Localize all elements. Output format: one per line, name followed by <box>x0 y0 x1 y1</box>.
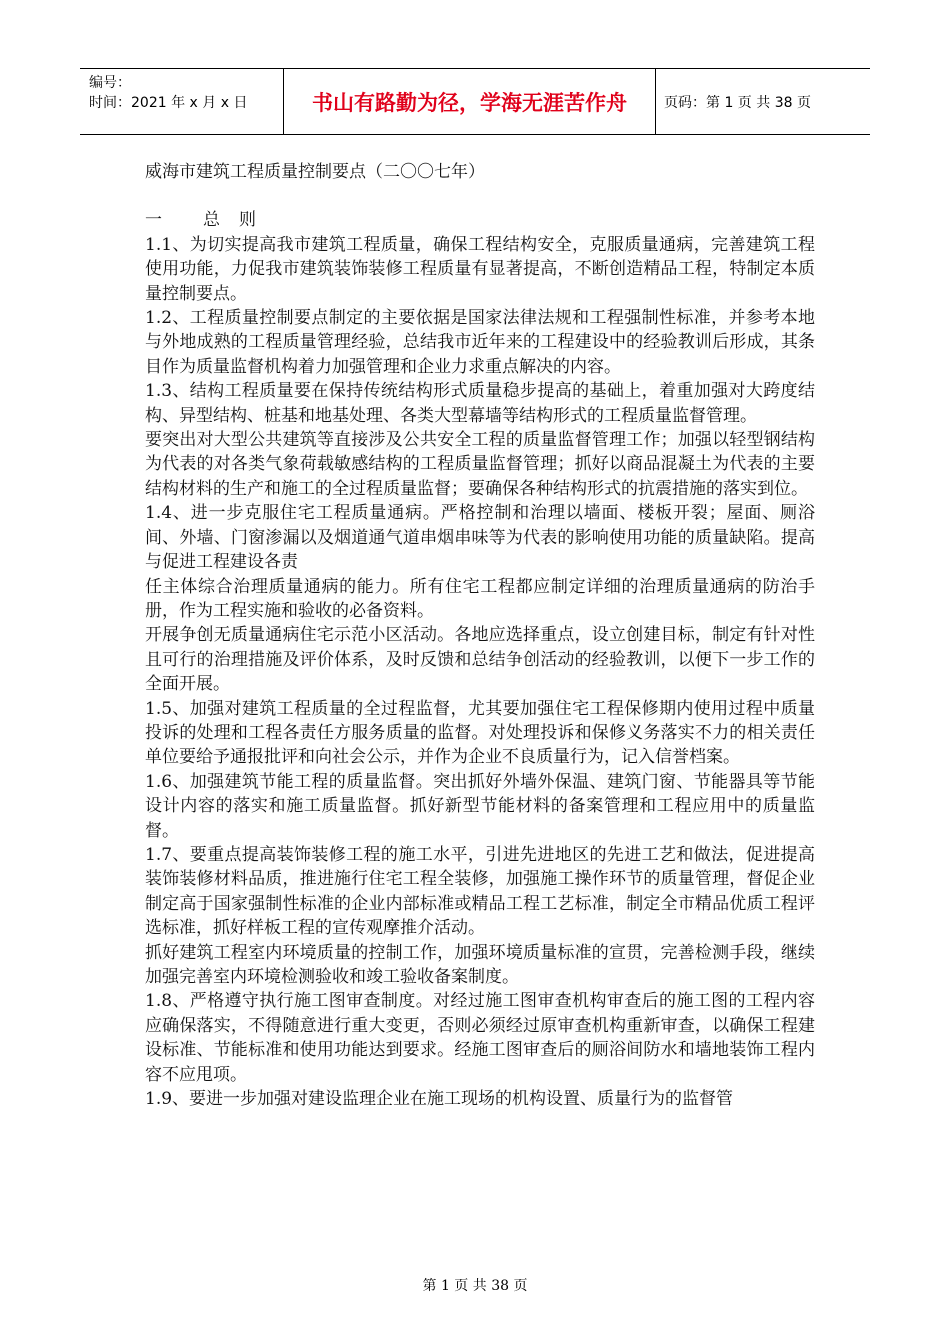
paragraph: 1.5、加强对建筑工程质量的全过程监督，尤其要加强住宅工程保修期内使用过程中质量投诉的处理和工程各责任方服务质量的监督。对处理投诉和保修义务落实不力的相关责任单位要给予通报批评和向社会公示，并作为企业不良质量行为，记入信誉档案。 <box>145 698 815 768</box>
paragraph: 1.9、要进一步加强对建设监理企业在施工现场的机构设置、质量行为的监督管 <box>145 1089 734 1110</box>
paragraph: 任主体综合治理质量通病的能力。所有住宅工程都应制定详细的治理质量通病的防治手册，作为工程实施和验收的必备资料。 <box>145 576 815 621</box>
doc-time-label: 时间：2021 年 x 月 x 日 <box>89 95 248 111</box>
motto-text: 书山有路勤为径，学海无涯苦作舟 <box>312 90 627 115</box>
paragraph: 抓好建筑工程室内环境质量的控制工作，加强环境质量标准的宣贯，完善检测手段，继续加强完善室内环境检测验收和竣工验收备案制度。 <box>145 942 815 987</box>
page-info: 页码：第 1 页 共 38 页 <box>664 94 811 111</box>
header-table <box>80 68 870 135</box>
doc-number-label: 编号： <box>89 75 131 91</box>
paragraph: 1.2、工程质量控制要点制定的主要依据是国家法律法规和工程强制性标准，并参考本地与外地成熟的工程质量管理经验，总结我市近年来的工程建设中的经验教训后形成，其条目作为质量监督机构着力加强管理和企业力求重点解决的内容。 <box>145 308 815 377</box>
paragraph: 1.4、进一步克服住宅工程质量通病。严格控制和治理以墙面、楼板开裂；屋面、厕浴间、外墙、门窗渗漏以及烟道通气道串烟串味等为代表的影响使用功能的质量缺陷。提高与促进工程建设各责 <box>145 503 815 573</box>
paragraph: 开展争创无质量通病住宅示范小区活动。各地应选择重点，设立创建目标，制定有针对性且可行的治理措施及评价体系，及时反馈和总结争创活动的经验教训，以便下一步工作的全面开展。 <box>145 625 815 695</box>
paragraph: 1.6、加强建筑节能工程的质量监督。突出抓好外墙外保温、建筑门窗、节能器具等节能设计内容的落实和施工质量监督。抓好新型节能材料的备案管理和工程应用中的质量监督。 <box>145 771 815 841</box>
section-number: 一 <box>145 210 163 231</box>
paragraph: 1.7、要重点提高装饰装修工程的施工水平，引进先进地区的先进工艺和做法，促进提高装饰装修材料品质，推进施行住宅工程全装修，加强施工操作环节的质量管理，督促企业制定高于国家强制性标准的企业内部标准或精品工程工艺标准，制定全市精品优质工程评选标准，抓好样板工程的宣传观摩推介活动。 <box>145 844 815 939</box>
section-title: 总 则 <box>203 210 257 231</box>
paragraph: 1.1、为切实提高我市建筑工程质量，确保工程结构安全，克服质量通病，完善建筑工程使用功能，力促我市建筑装饰装修工程质量有显著提高，不断创造精品工程，特制定本质量控制要点。 <box>145 234 815 304</box>
header-motto-cell <box>283 69 656 134</box>
document-body <box>145 160 815 1111</box>
page-footer: 第 1 页 共 38 页 <box>422 1278 528 1294</box>
paragraph: 1.8、严格遵守执行施工图审查制度。对经过施工图审查机构审查后的施工图的工程内容应确保落实，不得随意进行重大变更，否则必须经过原审查机构重新审查，以确保工程建设标准、节能标准和使用功能达到要求。经施工图审查后的厕浴间防水和墙地装饰工程内容不应甩项。 <box>145 991 815 1085</box>
paragraph: 要突出对大型公共建筑等直接涉及公共安全工程的质量监督管理工作；加强以轻型钢结构为代表的对各类气象荷载敏感结构的工程质量监督管理；抓好以商品混凝土为代表的主要结构材料的生产和施工的全过程质量监督；要确保各种结构形式的抗震措施的落实到位。 <box>145 430 815 499</box>
document-title: 威海市建筑工程质量控制要点（二〇〇七年） <box>145 162 485 182</box>
section-heading <box>145 208 815 232</box>
header-left-cell <box>80 69 283 134</box>
header-page-cell <box>656 69 870 134</box>
paragraph: 1.3、结构工程质量要在保持传统结构形式质量稳步提高的基础上，着重加强对大跨度结构、异型结构、桩基和地基处理、各类大型幕墙等结构形式的工程质量监督管理。 <box>145 381 815 426</box>
